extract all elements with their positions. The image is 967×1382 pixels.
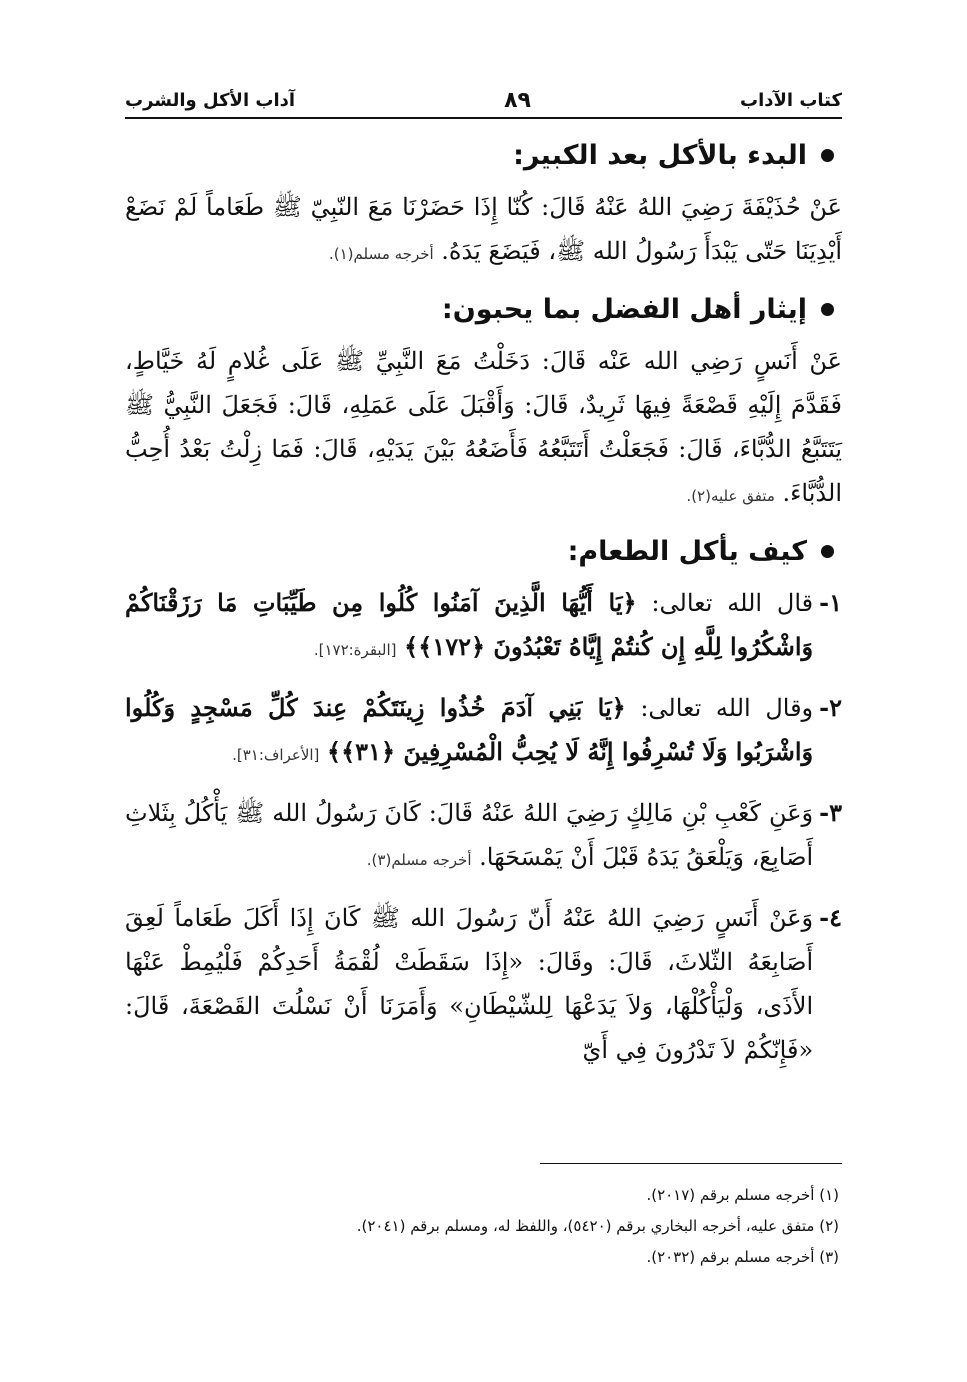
page-content (125, 140, 842, 1086)
section-heading-text: إيثار أهل الفضل بما يحبون: (441, 294, 807, 325)
item-body (125, 686, 813, 777)
numbered-item (125, 686, 842, 777)
footnote: (٣) أخرجه مسلم برقم (٢٠٣٢). (646, 1248, 839, 1266)
section-heading (125, 536, 842, 567)
hadith-source: متفق عليه(٢). (686, 487, 775, 505)
item-intro: وقال الله تعالى: (640, 694, 814, 722)
footnote: (٢) متفق عليه، أخرجه البخاري برقم (٥٤٢٠)، واللفظ له، ومسلم برقم (٢٠٤١). (356, 1217, 839, 1235)
bullet-icon (821, 545, 834, 558)
bullet-icon (821, 149, 834, 162)
section-heading-text: البدء بالأكل بعد الكبير: (513, 140, 807, 171)
footnotes (125, 1180, 839, 1273)
item-body (125, 581, 813, 672)
quran-verse: ﴿يَا أَيُّهَا الَّذِينَ آمَنُوا كُلُوا مِن طَيِّبَاتِ مَا رَزَقْنَاكُمْ وَاشْكُرُوا لِلَّهِ إِن كُنتُمْ إِيَّاهُ تَعْبُدُونَ ﴿١٧٢﴾﴾ (125, 588, 814, 661)
verse-reference: [البقرة:١٧٢]. (313, 641, 397, 659)
hadith-text: عَنْ أَنَسٍ رَضِي الله عَنْه قَالَ: دَخَلْتُ مَعَ النَّبِيِّ ﷺ عَلَى غُلامٍ لَهُ خَيَّاطٍ، فَقَدَّمَ إِلَيْهِ قَصْعَةً فِيهَا ثَرِيدٌ، قَالَ: وَأَقْبَلَ عَلَى عَمَلِهِ، قَالَ: فَجَعَلَ النَّبِيُّ ﷺ يَتَتَبَّعُ الدُّبَّاءَ، قَالَ: فَجَعَلْتُ أَتَتَبَّعُهُ فَأَضَعُهُ بَيْنَ يَدَيْهِ، قَالَ: فَمَا زِلْتُ بَعْدُ أُحِبُّ الدُّبَّاءَ. (125, 347, 842, 507)
hadith-paragraph (125, 339, 842, 518)
item-body (125, 791, 813, 882)
page-number: ٨٩ (504, 87, 531, 113)
section-heading (125, 140, 842, 171)
hadith-paragraph (125, 185, 842, 276)
chapter-title: آداب الأكل والشرب (125, 89, 296, 111)
item-intro: قال الله تعالى: (651, 589, 814, 617)
numbered-item (125, 581, 842, 672)
hadith-source: أخرجه مسلم(٣). (366, 851, 472, 869)
bullet-icon (821, 303, 834, 316)
item-number: ٢- (819, 693, 842, 722)
verse-reference: [الأعراف:٣١]. (232, 746, 320, 764)
footnote-divider (540, 1163, 842, 1164)
item-body (125, 896, 813, 1072)
section-heading (125, 294, 842, 325)
numbered-item (125, 896, 842, 1072)
section-heading-text: كيف يأكل الطعام: (567, 536, 807, 567)
quran-verse: ﴿يَا بَنِي آدَمَ خُذُوا زِينَتَكُمْ عِندَ كُلِّ مَسْجِدٍ وَكُلُوا وَاشْرَبُوا وَلَا تُسْرِفُوا إِنَّهُ لَا يُحِبُّ الْمُسْرِفِينَ ﴿٣١﴾﴾ (125, 693, 814, 766)
hadith-text: وَعَنِ كَعْبِ بْنِ مَالِكٍ رَضِيَ اللهُ عَنْهُ قَالَ: كَانَ رَسُولُ الله ﷺ يَأْكُلُ بِثَلاثِ أَصَابِعَ، وَيَلْعَقُ يَدَهُ قَبْلَ أَنْ يَمْسَحَهَا. (125, 799, 814, 871)
hadith-text: وَعَنْ أَنَسٍ رَضِيَ اللهُ عَنْهُ أَنّ رَسُولَ الله ﷺ كَانَ إِذَا أَكَلَ طَعَاماً لَعِقَ أَصَابِعَهُ الثّلاثَ، قَالَ: وقَالَ: «إِذَا سَقَطَتْ لُقْمَةُ أَحَدِكُمْ فَلْيُمِطْ عَنْهَا الأَذَى، وَلْيَأْكُلْهَا، وَلاَ يَدَعْهَا لِلشّيْطَانِ» وَأَمَرَنَا أَنْ نَسْلُتَ القَصْعَةَ، قَالَ: «فَإِنّكُمْ لاَ تَدْرُونَ فِي أَيّ (125, 904, 814, 1064)
item-number: ٤- (819, 903, 842, 932)
hadith-text: عَنْ حُذَيْفَةَ رَضِيَ اللهُ عَنْهُ قَالَ: كُنّا إِذَا حَضَرْنَا مَعَ النّبِيّ ﷺ طَعَاماً لَمْ نَضَعْ أَيْدِيَنَا حَتّى يَبْدَأَ رَسُولُ الله ﷺ، فَيَضَعَ يَدَهُ. (125, 193, 842, 265)
page-header (125, 86, 842, 114)
numbered-item (125, 791, 842, 882)
book-title: كتاب الآداب (740, 89, 842, 111)
footnote: (١) أخرجه مسلم برقم (٢٠١٧). (646, 1186, 839, 1204)
item-number: ٣- (819, 798, 842, 827)
header-divider (125, 117, 842, 119)
item-number: ١- (819, 588, 842, 617)
hadith-source: أخرجه مسلم(١). (328, 245, 434, 263)
